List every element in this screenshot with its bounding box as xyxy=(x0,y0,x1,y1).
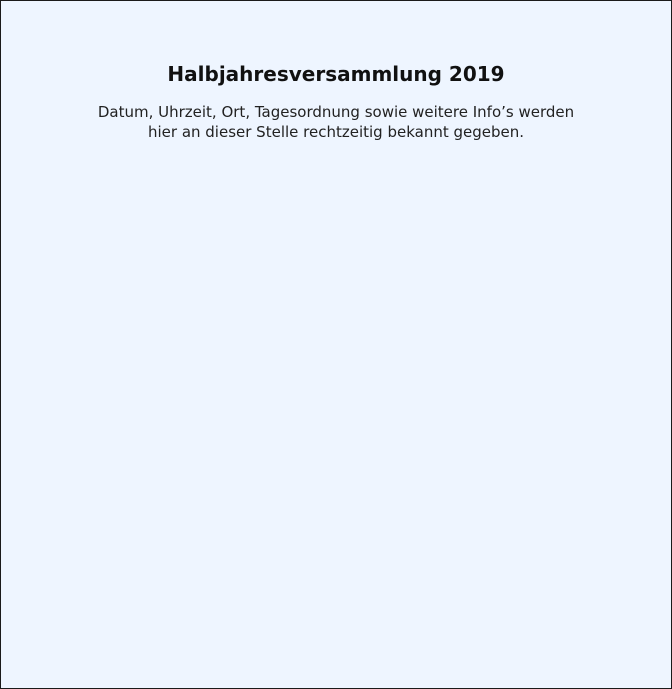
notice-text-line-2: hier an dieser Stelle rechtzeitig bekannt gegeben. xyxy=(147,123,525,141)
notice-text-line-1: Datum, Uhrzeit, Ort, Tagesordnung sowie weitere Info’s werden xyxy=(97,103,575,121)
notice-text xyxy=(41,102,631,142)
notice-title: Halbjahresversammlung 2019 xyxy=(167,62,505,86)
